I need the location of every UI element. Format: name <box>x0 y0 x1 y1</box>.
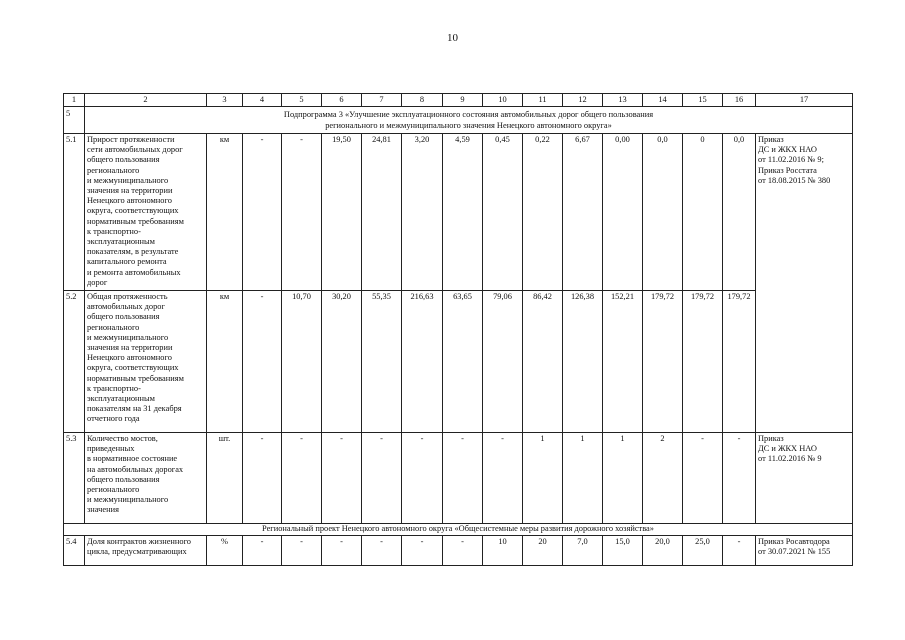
source-line: ДС и ЖКХ НАО <box>758 444 817 454</box>
name-line: автомобильных дорог <box>87 302 165 312</box>
indicator-name <box>85 134 207 291</box>
name-line: регионального <box>87 322 140 332</box>
column-header: 17 <box>756 94 853 107</box>
value-cell: 1 <box>603 433 643 524</box>
value-cell: - <box>282 433 322 524</box>
table-row <box>64 433 853 524</box>
value-cell: 25,0 <box>683 536 723 566</box>
value-cell: 179,72 <box>723 291 756 433</box>
value-cell: 15,0 <box>603 536 643 566</box>
regional-project-title: Региональный проект Ненецкого автономного округа «Общесистемные меры развития дорожного хозяйства» <box>64 524 853 536</box>
page-number: 10 <box>447 32 458 44</box>
name-line: Ненецкого автономного <box>87 353 172 363</box>
value-cell: 1 <box>523 433 563 524</box>
source-line: ДС и ЖКХ НАО <box>758 145 817 155</box>
unit-cell: % <box>207 536 243 566</box>
value-cell: 0,0 <box>643 134 683 291</box>
value-cell: - <box>362 433 402 524</box>
name-line: отчетного года <box>87 414 140 424</box>
row-number: 5.3 <box>64 433 85 524</box>
value-cell: 30,20 <box>322 291 362 433</box>
name-line: показателям на 31 декабря <box>87 404 182 414</box>
section-title-line: Подпрограмма 3 «Улучшение эксплуатационного состояния автомобильных дорог общего пользования <box>283 110 654 119</box>
value-cell: 0,22 <box>523 134 563 291</box>
value-cell: 0,0 <box>723 134 756 291</box>
value-cell: 0,45 <box>483 134 523 291</box>
name-line: приведенных <box>87 444 135 454</box>
column-header: 3 <box>207 94 243 107</box>
name-line: сети автомобильных дорог <box>87 145 183 155</box>
name-line: регионального <box>87 485 140 495</box>
value-cell: 2 <box>643 433 683 524</box>
name-line: в нормативное состояние <box>87 454 178 464</box>
value-cell: 86,42 <box>523 291 563 433</box>
value-cell: - <box>322 433 362 524</box>
source-line: Приказ Росстата <box>758 165 817 175</box>
name-line: Количество мостов, <box>87 434 158 443</box>
name-line: округа, соответствующих <box>87 206 179 216</box>
name-line: на автомобильных дорогах <box>87 464 184 474</box>
name-line: дорог <box>87 277 108 287</box>
section-title-line: регионального и межмуниципального значения Ненецкого автономного округа» <box>325 121 612 130</box>
indicator-name <box>85 291 207 433</box>
value-cell: 20 <box>523 536 563 566</box>
value-cell: 79,06 <box>483 291 523 433</box>
value-cell: - <box>683 433 723 524</box>
name-line: цикла, предусматривающих <box>87 547 187 557</box>
name-line: общего пользования <box>87 312 160 322</box>
column-header: 1 <box>64 94 85 107</box>
value-cell: - <box>243 433 282 524</box>
value-cell: 10,70 <box>282 291 322 433</box>
value-cell: 19,50 <box>322 134 362 291</box>
row-number: 5.2 <box>64 291 85 433</box>
name-line: эксплуатационным <box>87 237 155 247</box>
value-cell: 0 <box>683 134 723 291</box>
value-cell: 55,35 <box>362 291 402 433</box>
indicator-name <box>85 433 207 524</box>
column-header: 9 <box>443 94 483 107</box>
column-header: 6 <box>322 94 362 107</box>
table-row <box>64 134 853 291</box>
section-row <box>64 107 853 134</box>
column-header: 13 <box>603 94 643 107</box>
column-header: 14 <box>643 94 683 107</box>
name-line: общего пользования <box>87 474 160 484</box>
column-header: 11 <box>523 94 563 107</box>
name-line: значения <box>87 505 119 515</box>
regional-project-row <box>64 524 853 536</box>
name-line: к транспортно- <box>87 383 141 393</box>
value-cell: - <box>243 536 282 566</box>
value-cell: 6,67 <box>563 134 603 291</box>
value-cell: 216,63 <box>402 291 443 433</box>
value-cell: 20,0 <box>643 536 683 566</box>
source-line: от 18.08.2015 № 380 <box>758 175 831 185</box>
column-header: 10 <box>483 94 523 107</box>
value-cell: 179,72 <box>683 291 723 433</box>
source-cell <box>756 536 853 566</box>
value-cell: 4,59 <box>443 134 483 291</box>
value-cell: 63,65 <box>443 291 483 433</box>
name-line: нормативным требованиям <box>87 216 184 226</box>
column-header: 2 <box>85 94 207 107</box>
value-cell: - <box>723 536 756 566</box>
header-row <box>64 94 853 107</box>
value-cell: - <box>443 433 483 524</box>
name-line: и межмуниципального <box>87 175 169 185</box>
value-cell: 7,0 <box>563 536 603 566</box>
name-line: и межмуниципального <box>87 332 169 342</box>
value-cell: 3,20 <box>402 134 443 291</box>
name-line: капитального ремонта <box>87 257 167 267</box>
value-cell: - <box>483 433 523 524</box>
value-cell: - <box>243 134 282 291</box>
name-line: показателям, в результате <box>87 247 179 257</box>
name-line: округа, соответствующих <box>87 363 179 373</box>
name-line: к транспортно- <box>87 226 141 236</box>
column-header: 5 <box>282 94 322 107</box>
value-cell: - <box>282 536 322 566</box>
value-cell: - <box>402 536 443 566</box>
column-header: 15 <box>683 94 723 107</box>
name-line: эксплуатационным <box>87 394 155 404</box>
value-cell: 24,81 <box>362 134 402 291</box>
source-line: от 11.02.2016 № 9; <box>758 155 824 165</box>
table-row <box>64 291 853 433</box>
source-line: от 30.07.2021 № 155 <box>758 547 831 557</box>
source-line: Приказ <box>758 135 784 144</box>
unit-cell: км <box>207 134 243 291</box>
name-line: Ненецкого автономного <box>87 196 172 206</box>
source-cell <box>756 433 853 524</box>
table-row <box>64 536 853 566</box>
name-line: регионального <box>87 165 140 175</box>
name-line: и межмуниципального <box>87 495 169 505</box>
name-line: значения на территории <box>87 186 173 196</box>
column-header: 8 <box>402 94 443 107</box>
indicators-table <box>63 93 853 566</box>
value-cell: - <box>723 433 756 524</box>
value-cell: - <box>443 536 483 566</box>
row-number: 5.1 <box>64 134 85 291</box>
value-cell: 10 <box>483 536 523 566</box>
unit-cell: шт. <box>207 433 243 524</box>
value-cell: 126,38 <box>563 291 603 433</box>
column-header: 4 <box>243 94 282 107</box>
name-line: нормативным требованиям <box>87 373 184 383</box>
unit-cell: км <box>207 291 243 433</box>
value-cell: - <box>402 433 443 524</box>
value-cell: - <box>243 291 282 433</box>
name-line: Общая протяженность <box>87 292 168 301</box>
source-line: Приказ Росавтодора <box>758 537 830 546</box>
value-cell: 1 <box>563 433 603 524</box>
source-line: Приказ <box>758 434 784 443</box>
section-number: 5 <box>64 107 85 134</box>
column-header: 7 <box>362 94 402 107</box>
column-header: 12 <box>563 94 603 107</box>
name-line: общего пользования <box>87 155 160 165</box>
value-cell: - <box>282 134 322 291</box>
value-cell: 152,21 <box>603 291 643 433</box>
source-cell <box>756 134 853 433</box>
indicator-name <box>85 536 207 566</box>
value-cell: 0,00 <box>603 134 643 291</box>
value-cell: - <box>362 536 402 566</box>
row-number: 5.4 <box>64 536 85 566</box>
name-line: Доля контрактов жизненного <box>87 537 191 546</box>
value-cell: - <box>322 536 362 566</box>
value-cell: 179,72 <box>643 291 683 433</box>
section-title <box>85 107 853 134</box>
name-line: значения на территории <box>87 343 173 353</box>
name-line: Прирост протяженности <box>87 135 175 144</box>
column-header: 16 <box>723 94 756 107</box>
source-line: от 11.02.2016 № 9 <box>758 454 822 464</box>
name-line: и ремонта автомобильных <box>87 267 181 277</box>
